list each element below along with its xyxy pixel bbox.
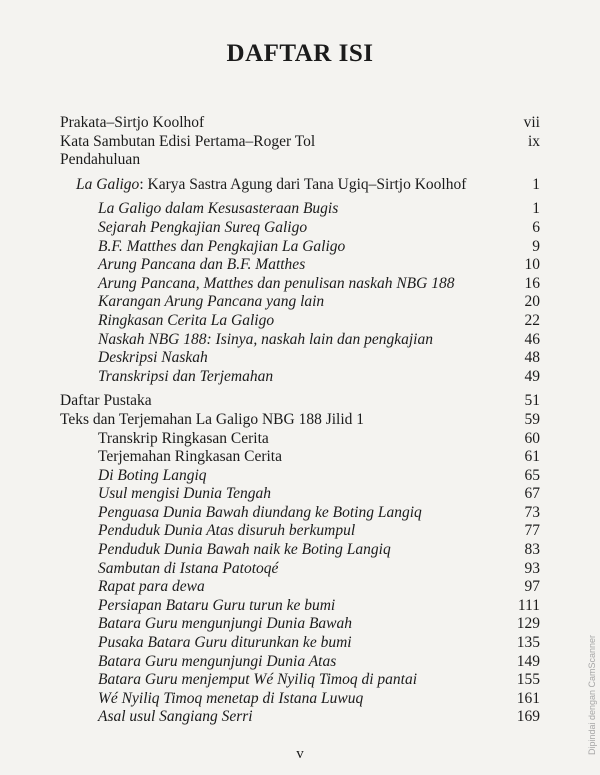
toc-entry-title: Ringkasan Cerita La Galigo	[98, 311, 275, 329]
toc-entry-page: 93	[524, 559, 540, 577]
toc-entry-title: Rapat para dewa	[98, 578, 205, 596]
toc-entry-title: Prakata–Sirtjo Koolhof	[60, 114, 205, 131]
table-of-contents	[0, 114, 600, 727]
toc-entry-title: Pendahuluan	[60, 151, 141, 169]
toc-entry-title: Daftar Pustaka	[60, 392, 152, 410]
toc-entry-page: 10	[524, 256, 540, 274]
toc-entry-page: 129	[516, 615, 540, 633]
toc-entry-title: Wé Nyiliq Timoq menetap di Istana Luwuq	[98, 689, 364, 707]
toc-entry-page: 9	[532, 237, 540, 255]
toc-entry-page: 161	[516, 689, 540, 707]
toc-entry[interactable]	[0, 634, 600, 653]
toc-entry-title: Arung Pancana dan B.F. Matthes	[98, 256, 306, 274]
toc-entry-kata-sambutan[interactable]	[0, 133, 600, 152]
toc-entry[interactable]	[0, 560, 600, 579]
toc-entry-page: 60	[524, 429, 540, 447]
toc-entry-title: Naskah NBG 188: Isinya, naskah lain dan pengkajian	[98, 330, 433, 348]
toc-entry[interactable]	[0, 349, 600, 368]
page-title: DAFTAR ISI	[226, 40, 374, 67]
toc-entry[interactable]	[0, 522, 600, 541]
toc-entry[interactable]	[0, 541, 600, 560]
toc-entry-page: ix	[527, 132, 540, 150]
toc-entry-title: Penduduk Dunia Bawah naik ke Boting Langiq	[98, 541, 391, 559]
toc-entry-title: Batara Guru mengunjungi Dunia Atas	[98, 652, 337, 670]
toc-entry-la-galigo-karya[interactable]	[0, 176, 600, 195]
toc-entry-page: 73	[524, 503, 540, 521]
toc-entry[interactable]	[0, 597, 600, 616]
toc-entry-title: Persiapan Bataru Guru turun ke bumi	[98, 596, 336, 614]
toc-entry[interactable]	[0, 331, 600, 350]
toc-entry-title: Terjemahan Ringkasan Cerita	[98, 448, 282, 466]
toc-entry-page: 83	[524, 541, 540, 559]
toc-entry-title: Batara Guru menjemput Wé Nyiliq Timoq di pantai	[98, 671, 418, 689]
toc-entry-title: Kata Sambutan Edisi Pertama–Roger Tol	[60, 132, 316, 150]
toc-entry-title	[76, 176, 466, 195]
toc-entry-title: Sejarah Pengkajian Sureq Galigo	[98, 218, 308, 236]
toc-entry-title: Transkrip Ringkasan Cerita	[98, 429, 269, 447]
toc-entry[interactable]	[0, 312, 600, 331]
toc-entry[interactable]	[0, 200, 600, 219]
toc-entry[interactable]	[0, 448, 600, 467]
toc-entry-title: Sambutan di Istana Patotoqé	[98, 559, 279, 577]
toc-entry[interactable]	[0, 238, 600, 257]
toc-entry-title: Asal usul Sangiang Serri	[98, 708, 253, 726]
page-number: v	[296, 746, 304, 762]
toc-entry[interactable]	[0, 368, 600, 387]
toc-entry-title: Deskripsi Naskah	[98, 349, 208, 367]
toc-entry-page: 135	[516, 634, 540, 652]
toc-entry-page: 65	[524, 466, 540, 484]
toc-entry-title: Arung Pancana, Matthes dan penulisan naskah NBG 188	[98, 274, 455, 292]
toc-entry-title: Teks dan Terjemahan La Galigo NBG 188 Jilid 1	[60, 410, 365, 428]
toc-entry-page: 20	[524, 293, 540, 311]
toc-entry[interactable]	[0, 671, 600, 690]
toc-entry-title-italic: La Galigo	[76, 175, 140, 193]
toc-entry-title: Batara Guru mengunjungi Dunia Bawah	[98, 615, 353, 633]
toc-entry[interactable]	[0, 708, 600, 727]
toc-entry-page: 155	[516, 671, 540, 689]
toc-entry-title: Karangan Arung Pancana yang lain	[98, 293, 325, 311]
toc-entry-title: Usul mengisi Dunia Tengah	[98, 485, 271, 503]
toc-entry-page: 1	[532, 200, 540, 218]
toc-entry-page: 111	[517, 596, 540, 614]
toc-entry-page: 59	[524, 410, 540, 428]
toc-entry-page: 51	[524, 392, 540, 410]
toc-entry-page: 22	[524, 311, 540, 329]
toc-entry-title: Penguasa Dunia Bawah diundang ke Boting Langiq	[98, 503, 422, 521]
toc-entry-page: 61	[524, 448, 540, 466]
toc-entry[interactable]	[0, 275, 600, 294]
toc-entry-prakata[interactable]	[0, 114, 600, 133]
toc-entry-page: 16	[524, 274, 540, 292]
toc-entry[interactable]	[0, 578, 600, 597]
toc-entry[interactable]	[0, 293, 600, 312]
toc-entry-page: 6	[532, 218, 540, 236]
toc-entry[interactable]	[0, 430, 600, 449]
toc-entry-title: B.F. Matthes dan Pengkajian La Galigo	[98, 237, 346, 255]
toc-entry[interactable]	[0, 615, 600, 634]
toc-entry-title-rest: : Karya Sastra Agung dari Tana Ugiq–Sirtjo Koolhof	[139, 175, 467, 193]
toc-entry[interactable]	[0, 467, 600, 486]
toc-entry-page: vii	[523, 114, 540, 131]
toc-entry[interactable]	[0, 256, 600, 275]
toc-entry-title: Pusaka Batara Guru diturunkan ke bumi	[98, 634, 352, 652]
toc-entry[interactable]	[0, 219, 600, 238]
scanner-watermark: Dipindai dengan CamScanner	[586, 634, 597, 756]
toc-entry-page: 97	[524, 578, 540, 596]
toc-entry-page: 1	[532, 175, 540, 193]
toc-entry-title: La Galigo dalam Kesusasteraan Bugis	[98, 200, 339, 218]
toc-entry-title: Transkripsi dan Terjemahan	[98, 367, 274, 385]
toc-entry-page: 67	[524, 485, 540, 503]
toc-entry[interactable]	[0, 690, 600, 709]
toc-entry-page: 77	[524, 522, 540, 540]
toc-entry-page: 48	[524, 349, 540, 367]
toc-entry-page: 169	[516, 708, 540, 726]
toc-entry[interactable]	[0, 653, 600, 672]
toc-entry-teks-terjemahan[interactable]	[0, 411, 600, 430]
toc-entry-title: Di Boting Langiq	[98, 466, 207, 484]
toc-entry-pendahuluan[interactable]	[0, 151, 600, 170]
toc-entry-page: 149	[516, 652, 540, 670]
toc-entry-page: 46	[524, 330, 540, 348]
toc-entry-daftar-pustaka[interactable]	[0, 392, 600, 411]
toc-entry[interactable]	[0, 504, 600, 523]
toc-entry-title: Penduduk Dunia Atas disuruh berkumpul	[98, 522, 356, 540]
toc-entry[interactable]	[0, 485, 600, 504]
toc-entry-page: 49	[524, 367, 540, 385]
